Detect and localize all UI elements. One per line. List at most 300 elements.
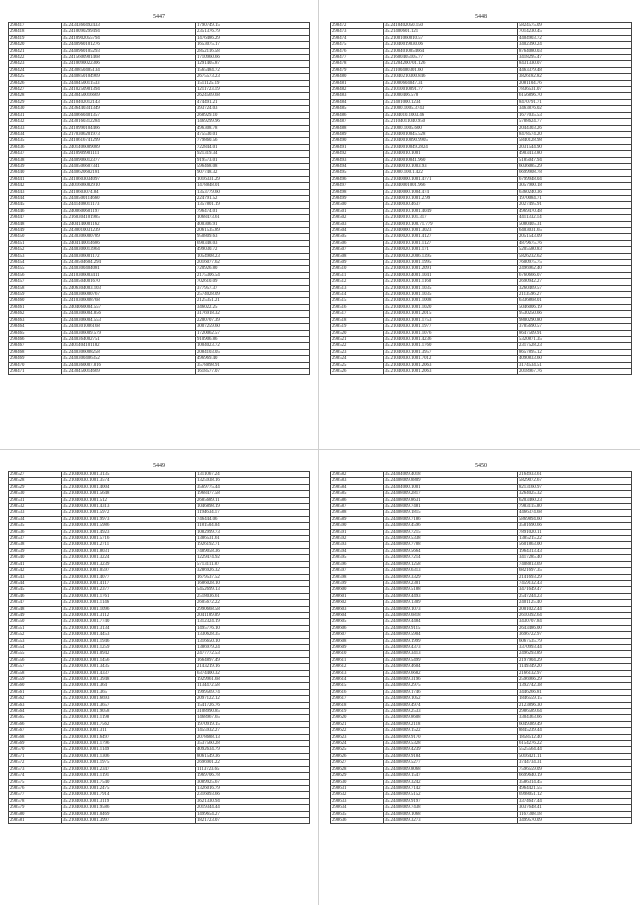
timestamp-cell: 35.24408009.2118 xyxy=(383,721,517,727)
record-id-cell: 298550 xyxy=(9,619,62,625)
record-id-cell: 298452 xyxy=(9,247,62,253)
record-id-cell: 298523 xyxy=(331,349,384,355)
record-id-cell: 298463 xyxy=(9,317,62,323)
record-id-cell: 298503 xyxy=(331,221,384,227)
value-cell: 1385215.22 xyxy=(518,536,632,542)
timestamp-cell: 35.2440306008258 xyxy=(61,349,195,355)
record-id-cell: 298558 xyxy=(9,670,62,676)
value-cell: 2143219.16 xyxy=(196,664,310,670)
value-cell: 7983115.80 xyxy=(518,504,632,510)
value-cell: 3537560.28 xyxy=(196,741,310,747)
timestamp-cell: 35.21040010041.960 xyxy=(383,157,517,163)
timestamp-cell: 35.24408009.2533 xyxy=(383,709,517,715)
timestamp-cell: 35.21040030.1001.4337 xyxy=(61,670,195,676)
value-cell: 2401125.40 xyxy=(518,600,632,606)
value-cell: 6821697.35 xyxy=(518,568,632,574)
timestamp-cell: 35.24408009.7481 xyxy=(383,504,517,510)
timestamp-cell: 35.2440620602181 xyxy=(61,170,195,176)
timestamp-cell: 35.2440506607341 xyxy=(61,163,195,169)
record-id-cell: 298428 xyxy=(9,93,62,99)
value-cell: 1511125.19 xyxy=(196,80,310,86)
timestamp-cell: 35.21040010.100.71.779 xyxy=(383,221,517,227)
timestamp-cell: 35.21040030.1001.1995 xyxy=(383,260,517,266)
record-id-cell: 298571 xyxy=(9,753,62,759)
record-id-cell: 298556 xyxy=(9,657,62,663)
timestamp-cell: 35.21040030.1001.365 xyxy=(61,689,195,695)
value-cell: 6156896.70 xyxy=(518,93,632,99)
record-id-cell: 298456 xyxy=(9,272,62,278)
record-id-cell: 298458 xyxy=(9,285,62,291)
value-cell: 3569775.44 xyxy=(196,484,310,490)
value-cell: 1149349.20 xyxy=(518,664,632,670)
timestamp-cell: 35.2440850104969 xyxy=(61,74,195,80)
timestamp-cell: 35.21040030.1001.1160 xyxy=(383,279,517,285)
value-cell: 1664897.49 xyxy=(196,657,310,663)
record-id-cell: 298603 xyxy=(331,606,384,612)
document-page xyxy=(8,463,310,824)
record-id-cell: 298508 xyxy=(331,253,384,259)
timestamp-cell: 35.21040030.1001.1946 xyxy=(61,638,195,644)
value-cell: 8764080.03 xyxy=(518,48,632,54)
record-id-cell: 298475 xyxy=(331,42,384,48)
record-id-cell: 298439 xyxy=(9,163,62,169)
value-cell: 3108990.85 xyxy=(196,709,310,715)
record-id-cell: 298572 xyxy=(9,760,62,766)
record-id-cell: 298532 xyxy=(9,504,62,510)
record-id-cell: 298429 xyxy=(9,99,62,105)
timestamp-cell: 35.21040030.1001.2015 xyxy=(383,311,517,317)
timestamp-cell: 35.21040010.1003.93 xyxy=(383,163,517,169)
value-cell: 5869894.60 xyxy=(518,516,632,522)
timestamp-cell: 35.21040030.1001.1977 xyxy=(383,324,517,330)
value-cell: 4092634.79 xyxy=(196,747,310,753)
record-id-cell: 298470 xyxy=(9,362,62,368)
timestamp-cell: 35.21040010090.9905 xyxy=(383,138,517,144)
value-cell: 746444.06 xyxy=(196,516,310,522)
value-cell: 1653075.17 xyxy=(196,42,310,48)
timestamp-cell: 35.21040010.1001 xyxy=(383,151,517,157)
record-id-cell: 298436 xyxy=(9,144,62,150)
timestamp-cell: 35.21040030.4001.1041 xyxy=(383,272,517,278)
timestamp-cell: 35.2434360492433 xyxy=(61,23,195,29)
record-id-cell: 298479 xyxy=(331,67,384,73)
value-cell: 4463379.48 xyxy=(518,67,632,73)
timestamp-cell: 35.21040010.101.317 xyxy=(383,215,517,221)
value-cell: 393724.03 xyxy=(196,106,310,112)
timestamp-cell: 35.21040030.1001.3997 xyxy=(61,817,195,823)
timestamp-cell: 35.21040019030.06 xyxy=(383,42,517,48)
value-cell: 1194634.17 xyxy=(196,510,310,516)
record-id-cell: 298467 xyxy=(9,343,62,349)
record-id-cell: 298469 xyxy=(9,356,62,362)
record-id-cell: 298636 xyxy=(331,817,384,823)
timestamp-cell: 35.24408009.1746 xyxy=(383,689,517,695)
value-cell: 8431330.07 xyxy=(518,61,632,67)
timestamp-cell: 35.21040030.1001.6693 xyxy=(61,696,195,702)
value-cell: 1046898.19 xyxy=(196,504,310,510)
record-id-cell: 298555 xyxy=(9,651,62,657)
record-id-cell: 298526 xyxy=(331,368,384,374)
timestamp-cell: 35.21040010.1001.2.99 xyxy=(383,195,517,201)
timestamp-cell: 35.21040010.1001.1127 xyxy=(383,240,517,246)
document-page xyxy=(330,463,632,824)
timestamp-cell: 35.24408009.3329 xyxy=(383,574,517,580)
value-cell: 1964313.43 xyxy=(518,548,632,554)
timestamp-cell: 35.2410402012143 xyxy=(61,99,195,105)
ledger-table xyxy=(8,471,310,824)
timestamp-cell: 35.21040030.1001.1760 xyxy=(383,343,517,349)
timestamp-cell: 35.24408009.7214 xyxy=(383,555,517,561)
value-cell: 268929.10 xyxy=(196,112,310,118)
value-cell: 690348.03 xyxy=(196,240,310,246)
record-id-cell: 298443 xyxy=(9,189,62,195)
value-cell: 2351376.79 xyxy=(196,29,310,35)
value-cell: 2166132.97 xyxy=(518,670,632,676)
record-id-cell: 298602 xyxy=(331,600,384,606)
record-id-cell: 298614 xyxy=(331,677,384,683)
timestamp-cell: 35.21000.1005.600 xyxy=(383,125,517,131)
timestamp-cell: 35.24408009.8068 xyxy=(383,766,517,772)
timestamp-cell: 35.21100400301.60 xyxy=(383,67,517,73)
value-cell: 8470791.71 xyxy=(518,99,632,105)
record-id-cell: 298524 xyxy=(331,356,384,362)
value-cell: 1134472.58 xyxy=(196,683,310,689)
value-cell: 2019344.44 xyxy=(196,805,310,811)
timestamp-cell: 35.21040030.1001.4236 xyxy=(383,336,517,342)
value-cell: 6998051.12 xyxy=(518,792,632,798)
record-id-cell: 298459 xyxy=(9,292,62,298)
timestamp-cell: 35.21040030.1001.4313 xyxy=(61,504,195,510)
record-id-cell: 298554 xyxy=(9,644,62,650)
record-id-cell: 298494 xyxy=(331,163,384,169)
value-cell: 1469299.96 xyxy=(196,119,310,125)
value-cell: 1478848.01 xyxy=(196,183,310,189)
value-cell: 3586314.45 xyxy=(518,779,632,785)
timestamp-cell: 35.21004010054664 xyxy=(383,48,517,54)
timestamp-cell: 35.21040030.1001.7740 xyxy=(61,619,195,625)
value-cell: 7408813.69 xyxy=(518,561,632,567)
record-id-cell: 298566 xyxy=(9,721,62,727)
timestamp-cell: 35.21040000.1004.474 xyxy=(383,189,517,195)
value-cell: 1476486.29 xyxy=(196,35,310,41)
value-cell: 1929961.68 xyxy=(196,677,310,683)
value-cell: 1326016.79 xyxy=(196,785,310,791)
timestamp-cell: 35.24408009.5338 xyxy=(383,536,517,542)
timestamp-cell: 35.2410990104466 xyxy=(61,125,195,131)
value-cell: 5824575.09 xyxy=(518,23,632,29)
timestamp-cell: 35.21040030.1001.1761 xyxy=(61,593,195,599)
timestamp-cell: 35.21040030.1001.364 xyxy=(61,683,195,689)
timestamp-cell: 35.24408009.5904 xyxy=(383,632,517,638)
timestamp-cell: 35.2440306001172 xyxy=(61,253,195,259)
record-id-cell: 298604 xyxy=(331,612,384,618)
value-cell: 1499654.27 xyxy=(196,811,310,817)
value-cell: 1968477.58 xyxy=(196,491,310,497)
timestamp-cell: 35.21040030.1001.1149 xyxy=(61,747,195,753)
value-cell: 6760666.07 xyxy=(518,272,632,278)
record-id-cell: 298490 xyxy=(331,138,384,144)
timestamp-cell: 35.21040030.1001.3435 xyxy=(61,664,195,670)
timestamp-cell: 35.24408009.1522 xyxy=(383,728,517,734)
value-cell: 8478574.20 xyxy=(518,131,632,137)
timestamp-cell: 35.21040030.1001.3224 xyxy=(61,555,195,561)
record-id-cell: 298573 xyxy=(9,766,62,772)
record-id-cell: 298587 xyxy=(331,504,384,510)
record-id-cell: 298606 xyxy=(331,625,384,631)
timestamp-cell: 35.21040030.1001.7012 xyxy=(383,356,517,362)
value-cell: 3264025.32 xyxy=(518,491,632,497)
value-cell: 1325938.16 xyxy=(196,478,310,484)
timestamp-cell: 35.2440300013964 xyxy=(61,247,195,253)
value-cell: 720926.80 xyxy=(196,266,310,272)
timestamp-cell: 35.21040210300.846 xyxy=(383,74,517,80)
timestamp-cell: 35.2440306004.856 xyxy=(61,311,195,317)
timestamp-cell: 35.21040000.1001.4771 xyxy=(383,176,517,182)
value-cell: 1054908.23 xyxy=(196,253,310,259)
record-id-cell: 298582 xyxy=(331,472,384,478)
record-id-cell: 298474 xyxy=(331,35,384,41)
timestamp-cell: 35.21040000.1001.3023 xyxy=(383,228,517,234)
record-id-cell: 298551 xyxy=(9,625,62,631)
value-cell: 4090833.60 xyxy=(518,356,632,362)
record-id-cell: 298622 xyxy=(331,728,384,734)
timestamp-cell: 35.21040030.1001.1456 xyxy=(61,657,195,663)
record-id-cell: 298563 xyxy=(9,702,62,708)
value-cell: 1970084.71 xyxy=(518,195,632,201)
record-id-cell: 298596 xyxy=(331,561,384,567)
record-id-cell: 298450 xyxy=(9,234,62,240)
record-id-cell: 298504 xyxy=(331,228,384,234)
value-cell: 1790749.15 xyxy=(196,23,310,29)
record-id-cell: 298492 xyxy=(331,151,384,157)
timestamp-cell: 35.21040030.1001.3135 xyxy=(61,472,195,478)
timestamp-cell: 35.2410306008768 xyxy=(61,298,195,304)
timestamp-cell: 35.21040030.1001.4004 xyxy=(61,484,195,490)
timestamp-cell: 35.2160304101985 xyxy=(61,215,195,221)
record-id-cell: 298453 xyxy=(9,253,62,259)
value-cell: 6403031.65 xyxy=(518,228,632,234)
value-cell: 6036085.29 xyxy=(518,163,632,169)
value-cell: 2496962.40 xyxy=(518,266,632,272)
record-id-cell: 298483 xyxy=(331,93,384,99)
timestamp-cell: 35.2404060004.557 xyxy=(61,304,195,310)
timestamp-cell: 35.21040030.1001.4117 xyxy=(61,580,195,586)
record-id-cell: 298584 xyxy=(331,484,384,490)
timestamp-cell: 35.24408009.1052 xyxy=(383,696,517,702)
value-cell: 1969706.78 xyxy=(196,773,310,779)
value-cell: 346022.25 xyxy=(196,304,310,310)
value-cell: 6360240.36 xyxy=(518,189,632,195)
value-cell: 496969.40 xyxy=(196,356,310,362)
value-cell: 6699640.19 xyxy=(518,773,632,779)
record-id-cell: 298620 xyxy=(331,715,384,721)
ledger-table xyxy=(330,22,632,375)
record-id-cell: 298626 xyxy=(331,753,384,759)
record-id-cell: 298590 xyxy=(331,523,384,529)
timestamp-cell: 35.21104011040.950 xyxy=(383,119,517,125)
value-cell: 2123896.30 xyxy=(518,702,632,708)
value-cell: 9530250.66 xyxy=(518,311,632,317)
ledger-table xyxy=(8,22,310,375)
timestamp-cell: 35.21040030.1001.7914 xyxy=(61,792,195,798)
value-cell: 3057900.18 xyxy=(518,183,632,189)
value-cell: 2197904.29 xyxy=(518,657,632,663)
record-id-cell: 298613 xyxy=(331,670,384,676)
value-cell: 921319.34 xyxy=(196,151,310,157)
value-cell: 3446266.81 xyxy=(518,689,632,695)
timestamp-cell: 35.2440301006168 xyxy=(61,324,195,330)
timestamp-cell: 35.24408009.6313 xyxy=(383,568,517,574)
record-id-cell: 298466 xyxy=(9,336,62,342)
record-id-cell: 298446 xyxy=(9,208,62,214)
value-cell: 1312324.19 xyxy=(196,619,310,625)
record-id-cell: 298617 xyxy=(331,696,384,702)
table-row xyxy=(331,368,632,374)
record-id-cell: 298426 xyxy=(9,80,62,86)
timestamp-cell: 35.21600405105.77 xyxy=(383,55,517,61)
value-cell: 5185047.94 xyxy=(518,157,632,163)
record-id-cell: 298542 xyxy=(9,568,62,574)
timestamp-cell: 35.24408009.2975 xyxy=(383,683,517,689)
timestamp-cell: 35.21040030.1001.1076 xyxy=(383,330,517,336)
record-id-cell: 298598 xyxy=(331,574,384,580)
timestamp-cell: 35.2440306009.579 xyxy=(61,330,195,336)
record-id-cell: 298557 xyxy=(9,664,62,670)
value-cell: 3174534.51 xyxy=(518,362,632,368)
value-cell: 3621330.94 xyxy=(196,798,310,804)
timestamp-cell: 35.24408009.5277 xyxy=(383,760,517,766)
value-cell: 8657895.12 xyxy=(518,349,632,355)
timestamp-cell: 35.21040030.1001.1020 xyxy=(383,304,517,310)
ledger-table xyxy=(330,471,632,824)
timestamp-cell: 35.2410402050.150 xyxy=(383,23,517,29)
value-cell: 2164933.61 xyxy=(518,472,632,478)
record-id-cell: 298451 xyxy=(9,240,62,246)
value-cell: 2061535.89 xyxy=(196,228,310,234)
record-id-cell: 298540 xyxy=(9,555,62,561)
record-id-cell: 298629 xyxy=(331,773,384,779)
ledger-body xyxy=(9,472,310,824)
record-id-cell: 298514 xyxy=(331,292,384,298)
timestamp-cell: 35.2440360007.816 xyxy=(61,362,195,368)
timestamp-cell: 35.21040030.1001.6497 xyxy=(61,734,195,740)
timestamp-cell: 35.24408009.4604 xyxy=(383,664,517,670)
value-cell: 5826232.62 xyxy=(518,253,632,259)
record-id-cell: 298465 xyxy=(9,330,62,336)
value-cell: 6699908.78 xyxy=(518,170,632,176)
value-cell: 6203460.23 xyxy=(518,497,632,503)
record-id-cell: 298593 xyxy=(331,542,384,548)
value-cell: 910906.86 xyxy=(196,336,310,342)
record-id-cell: 298627 xyxy=(331,760,384,766)
timestamp-cell: 35.24408009.4239 xyxy=(383,747,517,753)
value-cell: 3286926.32 xyxy=(196,568,310,574)
timestamp-cell: 35.24408009.6682 xyxy=(383,670,517,676)
value-cell: 224791.52 xyxy=(196,195,310,201)
timestamp-cell: 35.21040030.1001.512 xyxy=(61,497,195,503)
record-id-cell: 298612 xyxy=(331,664,384,670)
value-cell: 3037648.41 xyxy=(518,805,632,811)
value-cell: 2610392.64 xyxy=(518,612,632,618)
timestamp-cell: 35.24408009.5152 xyxy=(383,792,517,798)
timestamp-cell: 35.2404140001162 xyxy=(61,221,195,227)
value-cell: 950809.63 xyxy=(196,234,310,240)
value-cell: 5320871.35 xyxy=(518,336,632,342)
timestamp-cell: 35.24408009.8809 xyxy=(383,478,517,484)
record-id-cell: 298421 xyxy=(9,48,62,54)
record-id-cell: 298632 xyxy=(331,792,384,798)
value-cell: 2852116.58 xyxy=(196,48,310,54)
record-id-cell: 298501 xyxy=(331,208,384,214)
value-cell: 2027495.91 xyxy=(518,202,632,208)
record-id-cell: 298445 xyxy=(9,202,62,208)
record-id-cell: 298422 xyxy=(9,55,62,61)
value-cell: 1386531.61 xyxy=(196,536,310,542)
value-cell: 919573.01 xyxy=(196,157,310,163)
record-id-cell: 298493 xyxy=(331,157,384,163)
record-id-cell: 298581 xyxy=(9,817,62,823)
record-id-cell: 298444 xyxy=(9,195,62,201)
timestamp-cell: 35.24408009.8631 xyxy=(383,497,517,503)
record-id-cell: 298536 xyxy=(9,529,62,535)
record-id-cell: 298480 xyxy=(331,74,384,80)
timestamp-cell: 35.2430850405134 xyxy=(61,67,195,73)
record-id-cell: 298487 xyxy=(331,119,384,125)
record-id-cell: 298498 xyxy=(331,189,384,195)
value-cell: 5601863.00 xyxy=(518,542,632,548)
value-cell: 3499570.09 xyxy=(518,817,632,823)
value-cell: 3370993.44 xyxy=(518,644,632,650)
timestamp-cell: 35.24408009.1999 xyxy=(383,638,517,644)
timestamp-cell: 35.2401406089089 xyxy=(61,144,195,150)
timestamp-cell: 35.21040030.1001.9058 xyxy=(61,709,195,715)
timestamp-cell: 35.21040030.1001.311 xyxy=(61,728,195,734)
value-cell: 7459132.43 xyxy=(518,580,632,586)
timestamp-cell: 35.2410616741299 xyxy=(61,138,195,144)
value-cell: 2031544.90 xyxy=(518,144,632,150)
value-cell: 475530.01 xyxy=(196,131,310,137)
record-id-cell: 298595 xyxy=(331,555,384,561)
timestamp-cell: 35.21040030.1001.1198 xyxy=(61,715,195,721)
value-cell: 7014230.45 xyxy=(518,29,632,35)
value-cell: 2084103.05 xyxy=(196,349,310,355)
timestamp-cell: 35.21040030.1001.5648 xyxy=(61,491,195,497)
record-id-cell: 298611 xyxy=(331,657,384,663)
table-row xyxy=(9,368,310,374)
record-id-cell: 298580 xyxy=(9,811,62,817)
record-id-cell: 298583 xyxy=(331,478,384,484)
value-cell: 7596559.09 xyxy=(518,766,632,772)
value-cell: 1211723.19 xyxy=(196,87,310,93)
value-cell: 3007259.60 xyxy=(196,324,310,330)
page-number: 5450 xyxy=(475,463,487,469)
timestamp-cell: 35.2410603034097 xyxy=(61,176,195,182)
timestamp-cell: 35.21040030.1001.7540 xyxy=(61,779,195,785)
timestamp-cell: 35.2440960105293 xyxy=(61,48,195,54)
record-id-cell: 298448 xyxy=(9,221,62,227)
record-id-cell: 298535 xyxy=(9,523,62,529)
record-id-cell: 298515 xyxy=(331,298,384,304)
timestamp-cell: 35.24404009.4018 xyxy=(383,472,517,478)
timestamp-cell: 35.21040001001.966 xyxy=(383,183,517,189)
record-id-cell: 298543 xyxy=(9,574,62,580)
value-cell: 1999569.74 xyxy=(196,689,310,695)
timestamp-cell: 35.21040030.4637 xyxy=(383,202,517,208)
value-cell: 2078688.13 xyxy=(196,734,310,740)
value-cell: 1068473.61 xyxy=(196,215,310,221)
timestamp-cell: 35.21401000.1234 xyxy=(383,99,517,105)
record-id-cell: 298630 xyxy=(331,779,384,785)
